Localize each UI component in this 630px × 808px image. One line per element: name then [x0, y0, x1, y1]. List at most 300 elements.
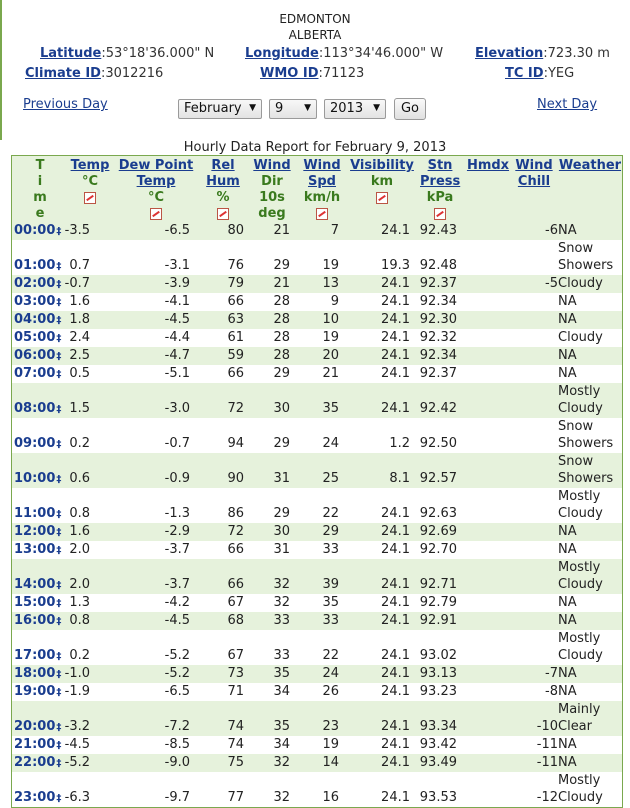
spd-cell: 39 [322, 577, 339, 592]
hum-cell: 68 [227, 613, 244, 628]
header-hmdx [465, 158, 511, 174]
vis-cell: 24.1 [381, 524, 410, 539]
chart-icon[interactable] [316, 208, 328, 220]
hum-cell: 61 [227, 330, 244, 345]
spd-cell: 16 [322, 790, 339, 805]
vis-cell: 24.1 [381, 755, 410, 770]
time-value: 13:00 [14, 542, 56, 557]
spd-cell: 19 [322, 330, 339, 345]
temp-cell: 0.8 [69, 613, 90, 628]
dir-cell: 28 [273, 348, 290, 363]
weather-cell: NA [558, 223, 577, 238]
press-cell: 92.69 [419, 524, 457, 539]
chart-icon[interactable] [84, 192, 96, 204]
press-cell: 92.48 [419, 258, 457, 273]
temp-cell: 0.8 [69, 506, 90, 521]
hum-cell: 67 [227, 595, 244, 610]
press-cell: 92.37 [419, 276, 457, 291]
spd-cell: 22 [322, 648, 339, 663]
dew-cell: -3.7 [164, 577, 190, 592]
rel-hum-header-link[interactable]: Rel [211, 158, 235, 173]
table-row [12, 772, 622, 807]
time-link[interactable] [14, 754, 61, 773]
year-select[interactable] [324, 99, 386, 119]
vis-cell: 24.1 [381, 719, 410, 734]
time-value: 03:00 [14, 294, 56, 309]
table-row [12, 347, 622, 365]
header-time: T i m e [33, 158, 47, 221]
time-link[interactable] [14, 594, 61, 613]
station-name: EDMONTON [279, 12, 351, 26]
temp-cell: 0.2 [69, 436, 90, 451]
dew-cell: -5.2 [164, 666, 190, 681]
hum-cell: 67 [227, 648, 244, 663]
double-dagger-icon: ‡ [56, 527, 62, 538]
press-cell: 92.32 [419, 330, 457, 345]
chill-cell: -7 [545, 666, 558, 681]
spd-cell: 7 [330, 223, 339, 238]
month-select[interactable] [178, 99, 262, 119]
weather-cell: NA [558, 595, 577, 610]
dew-point-header-link[interactable]: Dew Point [118, 158, 194, 173]
header-stn-press: Stn Press kPa [420, 158, 460, 222]
double-dagger-icon: ‡ [56, 369, 62, 380]
temp-cell: 2.0 [69, 542, 90, 557]
dir-cell: 33 [273, 613, 290, 628]
time-value: 00:00 [14, 223, 56, 238]
time-value: 23:00 [14, 790, 56, 805]
chill-cell: -11 [536, 755, 558, 770]
climate-id: Climate ID:3012216 [25, 66, 164, 81]
table-row [12, 612, 622, 630]
time-value: 06:00 [14, 348, 56, 363]
hum-cell: 59 [227, 348, 244, 363]
table-row [12, 594, 622, 612]
time-value: 15:00 [14, 595, 56, 610]
dir-cell: 30 [273, 401, 290, 416]
visibility-header-link[interactable]: Visibility [350, 158, 414, 173]
table-row [12, 523, 622, 541]
wmo-id-value: 71123 [322, 66, 365, 81]
hum-cell: 94 [227, 436, 244, 451]
table-body [12, 222, 622, 807]
press-cell: 92.50 [419, 436, 457, 451]
wind-chill-header-link[interactable]: Wind [515, 158, 553, 173]
double-dagger-icon: ‡ [56, 545, 62, 556]
time-value: 08:00 [14, 401, 56, 416]
vis-cell: 24.1 [381, 666, 410, 681]
chill-cell: -11 [536, 737, 558, 752]
table-row [12, 488, 622, 523]
time-link[interactable] [14, 293, 61, 312]
time-value: 07:00 [14, 366, 56, 381]
press-cell: 93.23 [419, 684, 457, 699]
double-dagger-icon: ‡ [56, 297, 62, 308]
time-value: 22:00 [14, 755, 56, 770]
weather-cell: Mainly Clear [558, 702, 601, 734]
dir-cell: 29 [273, 436, 290, 451]
dew-cell: -6.5 [164, 223, 190, 238]
spd-cell: 22 [322, 506, 339, 521]
dir-cell: 30 [273, 524, 290, 539]
spd-cell: 14 [322, 755, 339, 770]
elevation-value: 723.30 m [547, 46, 610, 61]
table-row [12, 630, 622, 665]
climate-id-link[interactable]: Climate ID [25, 66, 101, 81]
time-value: 18:00 [14, 666, 56, 681]
time-link[interactable] [14, 311, 61, 330]
double-dagger-icon: ‡ [56, 616, 62, 627]
time-link[interactable] [14, 576, 61, 595]
longitude: Longitude:113°34'46.000" W [245, 46, 444, 61]
header-wind-chill: Wind Chill [515, 158, 553, 189]
dir-cell: 28 [273, 312, 290, 327]
time-value: 14:00 [14, 577, 56, 592]
hum-cell: 66 [227, 366, 244, 381]
weather-cell: NA [558, 542, 577, 557]
chart-icon[interactable] [150, 208, 162, 220]
spd-cell: 23 [322, 719, 339, 734]
table-row [12, 329, 622, 347]
weather-cell: NA [558, 294, 577, 309]
chart-icon[interactable] [217, 208, 229, 220]
wind-spd-header-link[interactable]: Wind [303, 158, 341, 173]
time-value: 19:00 [14, 684, 56, 699]
spd-cell: 35 [322, 595, 339, 610]
vis-cell: 24.1 [381, 648, 410, 663]
time-link[interactable] [14, 718, 61, 737]
dew-cell: -3.0 [164, 401, 190, 416]
vis-cell: 24.1 [381, 276, 410, 291]
double-dagger-icon: ‡ [56, 669, 62, 680]
header-rel-hum: Rel Hum % [202, 158, 244, 222]
time-link[interactable] [14, 275, 61, 294]
year-select-value: 2013 [330, 101, 364, 116]
weather-cell: NA [558, 666, 577, 681]
weather-cell: Mostly Cloudy [558, 560, 603, 592]
vis-cell: 24.1 [381, 684, 410, 699]
spd-cell: 24 [322, 436, 339, 451]
time-value: 05:00 [14, 330, 56, 345]
press-cell: 93.53 [419, 790, 457, 805]
table-row [12, 736, 622, 754]
dir-cell: 29 [273, 366, 290, 381]
time-link[interactable] [14, 523, 61, 542]
weather-cell: Cloudy [558, 276, 603, 291]
chill-cell: -8 [545, 684, 558, 699]
month-select-value: February [184, 101, 242, 116]
header-weather [558, 158, 622, 174]
double-dagger-icon: ‡ [56, 315, 62, 326]
vis-cell: 24.1 [381, 595, 410, 610]
temp-cell: 2.5 [69, 348, 90, 363]
weather-cell: NA [558, 613, 577, 628]
double-dagger-icon: ‡ [56, 404, 62, 415]
press-cell: 93.02 [419, 648, 457, 663]
temp-cell: -4.5 [64, 737, 90, 752]
temp-cell: 1.6 [69, 524, 90, 539]
table-row [12, 240, 622, 275]
temp-cell: -6.3 [64, 790, 90, 805]
climate-id-value: 3012216 [105, 66, 164, 81]
weather-cell: NA [558, 524, 577, 539]
time-link[interactable] [14, 505, 61, 524]
time-value: 09:00 [14, 436, 56, 451]
temp-cell: 0.5 [69, 366, 90, 381]
temp-cell: -1.0 [64, 666, 90, 681]
hum-cell: 66 [227, 294, 244, 309]
time-link[interactable] [14, 541, 61, 560]
double-dagger-icon: ‡ [56, 474, 62, 485]
temp-cell: 0.6 [69, 471, 90, 486]
vis-cell: 24.1 [381, 366, 410, 381]
hum-cell: 86 [227, 506, 244, 521]
dew-cell: -4.4 [164, 330, 190, 345]
dew-cell: -4.5 [164, 312, 190, 327]
time-link[interactable] [14, 736, 61, 755]
time-value: 20:00 [14, 719, 56, 734]
chill-cell: -12 [536, 790, 558, 805]
temp-cell: -5.2 [64, 755, 90, 770]
vis-cell: 24.1 [381, 542, 410, 557]
header-wind-spd: Wind Spd km/h [300, 158, 344, 222]
chart-icon[interactable] [434, 208, 446, 220]
spd-cell: 24 [322, 666, 339, 681]
tc-id-link[interactable]: TC ID [505, 66, 544, 81]
time-value: 21:00 [14, 737, 56, 752]
latitude-link[interactable]: Latitude [40, 46, 102, 61]
vis-cell: 24.1 [381, 348, 410, 363]
table-row [12, 418, 622, 453]
temp-cell: 1.5 [69, 401, 90, 416]
press-cell: 93.13 [419, 666, 457, 681]
press-cell: 92.34 [419, 294, 457, 309]
double-dagger-icon: ‡ [56, 226, 62, 237]
latitude: Latitude:53°18'36.000" N [40, 46, 215, 61]
time-value: 01:00 [14, 258, 56, 273]
weather-cell: Snow Showers [558, 454, 614, 486]
spd-cell: 9 [330, 294, 339, 309]
table-row [12, 365, 622, 383]
vis-cell: 24.1 [381, 294, 410, 309]
table-row [12, 541, 622, 559]
dir-cell: 32 [273, 577, 290, 592]
station-province: ALBERTA [288, 28, 342, 42]
table-row [12, 222, 622, 240]
temp-cell: -1.9 [64, 684, 90, 699]
double-dagger-icon: ‡ [56, 351, 62, 362]
weather-cell: NA [558, 684, 577, 699]
temp-cell: -3.5 [64, 223, 90, 238]
press-cell: 93.49 [419, 755, 457, 770]
spd-cell: 19 [322, 258, 339, 273]
time-link[interactable] [14, 683, 61, 702]
dew-cell: -3.7 [164, 542, 190, 557]
temp-cell: 0.2 [69, 648, 90, 663]
time-value: 17:00 [14, 648, 56, 663]
time-link[interactable] [14, 665, 61, 684]
press-cell: 92.43 [419, 223, 457, 238]
press-cell: 92.71 [419, 577, 457, 592]
table-row [12, 311, 622, 329]
elevation: Elevation:723.30 m [475, 46, 610, 61]
temp-cell: 2.4 [69, 330, 90, 345]
hum-cell: 79 [227, 276, 244, 291]
vis-cell: 8.1 [389, 471, 410, 486]
double-dagger-icon: ‡ [56, 740, 62, 751]
double-dagger-icon: ‡ [56, 333, 62, 344]
spd-cell: 25 [322, 471, 339, 486]
time-link[interactable] [14, 347, 61, 366]
time-link[interactable] [14, 435, 61, 454]
table-row [12, 665, 622, 683]
go-button[interactable]: Go [394, 98, 426, 120]
double-dagger-icon: ‡ [56, 261, 62, 272]
time-link[interactable] [14, 329, 61, 348]
table-row [12, 701, 622, 736]
dew-cell: -6.5 [164, 684, 190, 699]
press-cell: 92.34 [419, 348, 457, 363]
weather-cell: NA [558, 755, 577, 770]
dew-cell: -7.2 [164, 719, 190, 734]
time-value: 04:00 [14, 312, 56, 327]
dew-cell: -5.2 [164, 648, 190, 663]
temp-cell: 1.6 [69, 294, 90, 309]
dew-cell: -4.7 [164, 348, 190, 363]
spd-cell: 21 [322, 366, 339, 381]
wmo-id-link[interactable]: WMO ID [260, 66, 319, 81]
press-cell: 92.91 [419, 613, 457, 628]
next-day-link[interactable]: Next Day [537, 97, 598, 112]
table-row [12, 293, 622, 311]
previous-day-link[interactable]: Previous Day [23, 97, 108, 112]
chevron-down-icon: ▼ [373, 103, 380, 113]
spd-cell: 26 [322, 684, 339, 699]
time-link[interactable] [14, 647, 61, 666]
weather-cell: Mostly Cloudy [558, 384, 603, 416]
spd-cell: 20 [322, 348, 339, 363]
longitude-link[interactable]: Longitude [245, 46, 319, 61]
elevation-link[interactable]: Elevation [475, 46, 544, 61]
double-dagger-icon: ‡ [56, 793, 62, 804]
dew-cell: -3.9 [164, 276, 190, 291]
wind-dir-header-link[interactable]: Wind [253, 158, 291, 173]
spd-cell: 35 [322, 401, 339, 416]
vis-cell: 24.1 [381, 613, 410, 628]
dew-cell: -0.7 [164, 436, 190, 451]
double-dagger-icon: ‡ [56, 598, 62, 609]
time-link[interactable] [14, 365, 61, 384]
time-link[interactable] [14, 789, 61, 808]
dew-cell: -2.9 [164, 524, 190, 539]
chill-cell: -5 [545, 276, 558, 291]
double-dagger-icon: ‡ [56, 722, 62, 733]
temp-cell: -3.2 [64, 719, 90, 734]
temp-cell: 1.3 [69, 595, 90, 610]
dew-cell: -9.0 [164, 755, 190, 770]
latitude-value: 53°18'36.000" N [105, 46, 215, 61]
weather-cell: NA [558, 737, 577, 752]
spd-cell: 33 [322, 613, 339, 628]
hum-cell: 77 [227, 790, 244, 805]
weather-header-link[interactable]: Weather [558, 158, 622, 173]
dir-cell: 31 [273, 542, 290, 557]
weather-cell: NA [558, 348, 577, 363]
hum-cell: 66 [227, 542, 244, 557]
hum-cell: 74 [227, 719, 244, 734]
press-cell: 92.57 [419, 471, 457, 486]
spd-cell: 33 [322, 542, 339, 557]
dir-cell: 21 [273, 276, 290, 291]
temp-cell: -0.7 [64, 276, 90, 291]
time-value: 12:00 [14, 524, 56, 539]
chill-cell: -10 [536, 719, 558, 734]
stn-press-header-link[interactable]: Stn [427, 158, 453, 173]
wmo-id: WMO ID:71123 [260, 66, 365, 81]
dir-cell: 32 [273, 595, 290, 610]
temp-header-link[interactable]: Temp [70, 158, 110, 173]
dew-cell: -8.5 [164, 737, 190, 752]
dir-cell: 35 [273, 719, 290, 734]
dir-cell: 29 [273, 506, 290, 521]
chart-icon[interactable] [376, 192, 388, 204]
temp-cell: 2.0 [69, 577, 90, 592]
vis-cell: 19.3 [381, 258, 410, 273]
dir-cell: 35 [273, 666, 290, 681]
longitude-value: 113°34'46.000" W [323, 46, 444, 61]
dew-cell: -4.1 [164, 294, 190, 309]
vis-cell: 24.1 [381, 790, 410, 805]
double-dagger-icon: ‡ [56, 439, 62, 450]
tc-id-value: YEG [547, 66, 575, 81]
vis-cell: 24.1 [381, 330, 410, 345]
hourly-data-table [11, 155, 623, 808]
press-cell: 92.63 [419, 506, 457, 521]
time-link[interactable] [14, 257, 61, 276]
chevron-down-icon: ▼ [249, 103, 256, 113]
spd-cell: 19 [322, 737, 339, 752]
table-header [12, 156, 622, 222]
chevron-down-icon: ▼ [304, 103, 311, 113]
dew-cell: -3.1 [164, 258, 190, 273]
header-visibility: Visibility km [348, 158, 416, 206]
day-select-value: 9 [275, 101, 284, 116]
hmdx-header-link[interactable]: Hmdx [466, 158, 510, 173]
vis-cell: 24.1 [381, 223, 410, 238]
press-cell: 92.42 [419, 401, 457, 416]
day-select[interactable] [269, 99, 317, 119]
hum-cell: 63 [227, 312, 244, 327]
time-link[interactable] [14, 222, 61, 241]
weather-cell: Snow Showers [558, 241, 614, 273]
time-link[interactable] [14, 470, 61, 489]
dir-cell: 29 [273, 258, 290, 273]
dew-cell: -1.3 [164, 506, 190, 521]
temp-cell: 1.8 [69, 312, 90, 327]
vis-cell: 24.1 [381, 577, 410, 592]
vis-cell: 24.1 [381, 506, 410, 521]
press-cell: 93.34 [419, 719, 457, 734]
hum-cell: 71 [227, 684, 244, 699]
time-link[interactable] [14, 612, 61, 631]
weather-cell: Mostly Cloudy [558, 773, 603, 805]
weather-cell: Mostly Cloudy [558, 631, 603, 663]
time-value: 16:00 [14, 613, 56, 628]
time-link[interactable] [14, 400, 61, 419]
time-value: 11:00 [14, 506, 56, 521]
dir-cell: 21 [273, 223, 290, 238]
double-dagger-icon: ‡ [56, 279, 62, 290]
